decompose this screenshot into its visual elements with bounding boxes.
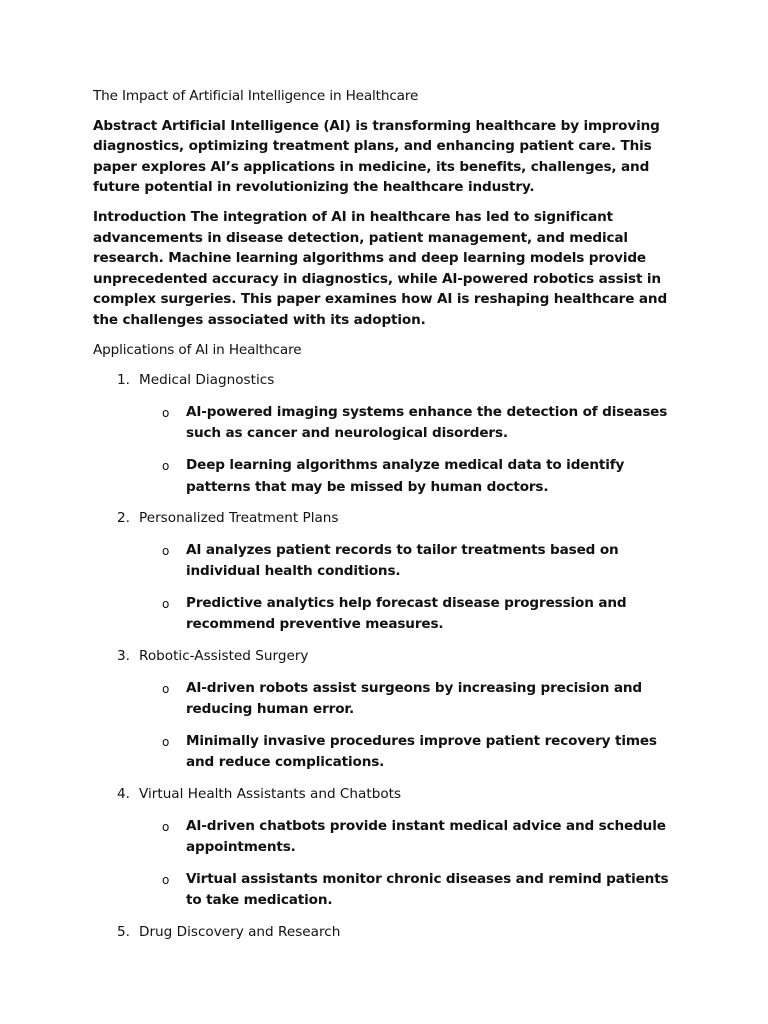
bullet-text: Minimally invasive procedures improve patient recovery times and reduce complications. [186, 732, 657, 771]
bullet-list [139, 539, 676, 635]
applications-heading: Applications of AI in Healthcare [93, 341, 302, 358]
bullet-list [139, 401, 676, 497]
hollow-bullet-icon: o [162, 543, 170, 558]
document-title: The Impact of Artificial Intelligence in Healthcare [93, 88, 419, 104]
hollow-bullet-icon: o [162, 681, 170, 696]
section-item [93, 370, 676, 497]
bullet-item [139, 539, 676, 582]
bullet-text: Deep learning algorithms analyze medical data to identify patterns that may be missed by human doctors. [186, 456, 625, 495]
bullet-item [139, 815, 676, 858]
section-number: 1. [117, 372, 130, 389]
bullet-text: AI-driven chatbots provide instant medical advice and schedule appointments. [186, 817, 666, 856]
bullet-item [139, 401, 676, 444]
section-title: Virtual Health Assistants and Chatbots [139, 786, 402, 803]
bullet-text: Predictive analytics help forecast disease progression and recommend preventive measures. [186, 594, 627, 633]
bullet-text: AI-driven robots assist surgeons by increasing precision and reducing human error. [186, 679, 643, 718]
applications-list [93, 370, 676, 942]
section-number: 3. [117, 648, 130, 665]
bullet-list [139, 677, 676, 773]
bullet-text: AI analyzes patient records to tailor treatments based on individual health conditions. [186, 541, 619, 580]
bullet-item [139, 592, 676, 635]
abstract-paragraph: Abstract Artificial Intelligence (AI) is transforming healthcare by improving diagnostics, optimizing treatment plans, and enhancing patient care. This paper explores AI’s applications in medicine, its benefits, challenges, and future potential in revolutionizing the healthcare industry. [93, 117, 660, 196]
bullet-item [139, 677, 676, 720]
section-item [93, 646, 676, 773]
bullet-item [139, 730, 676, 773]
bullet-text: AI-powered imaging systems enhance the detection of diseases such as cancer and neurological disorders. [186, 403, 668, 442]
section-title: Medical Diagnostics [139, 372, 275, 389]
bullet-item [139, 454, 676, 497]
bullet-item [139, 868, 676, 911]
hollow-bullet-icon: o [162, 872, 170, 887]
section-number: 5. [117, 924, 130, 940]
bullet-text: Virtual assistants monitor chronic diseases and remind patients to take medication. [186, 870, 669, 909]
hollow-bullet-icon: o [162, 405, 170, 420]
hollow-bullet-icon: o [162, 819, 170, 834]
section-number: 4. [117, 786, 130, 803]
introduction-paragraph: Introduction The integration of AI in healthcare has led to significant advancements in disease detection, patient management, and medical research. Machine learning algorithms and deep learning models provide unprecedented accuracy in diagnostics, while AI-powered robotics assist in complex surgeries. This paper examines how AI is reshaping healthcare and the challenges associated with its adoption. [93, 208, 668, 328]
section-title: Personalized Treatment Plans [139, 510, 339, 527]
section-number: 2. [117, 510, 130, 527]
hollow-bullet-icon: o [162, 596, 170, 611]
section-item [93, 922, 676, 943]
hollow-bullet-icon: o [162, 458, 170, 473]
section-title: Drug Discovery and Research [139, 924, 341, 940]
section-item [93, 508, 676, 635]
hollow-bullet-icon: o [162, 734, 170, 749]
bullet-list [139, 815, 676, 911]
section-item [93, 784, 676, 911]
section-title: Robotic-Assisted Surgery [139, 648, 309, 665]
